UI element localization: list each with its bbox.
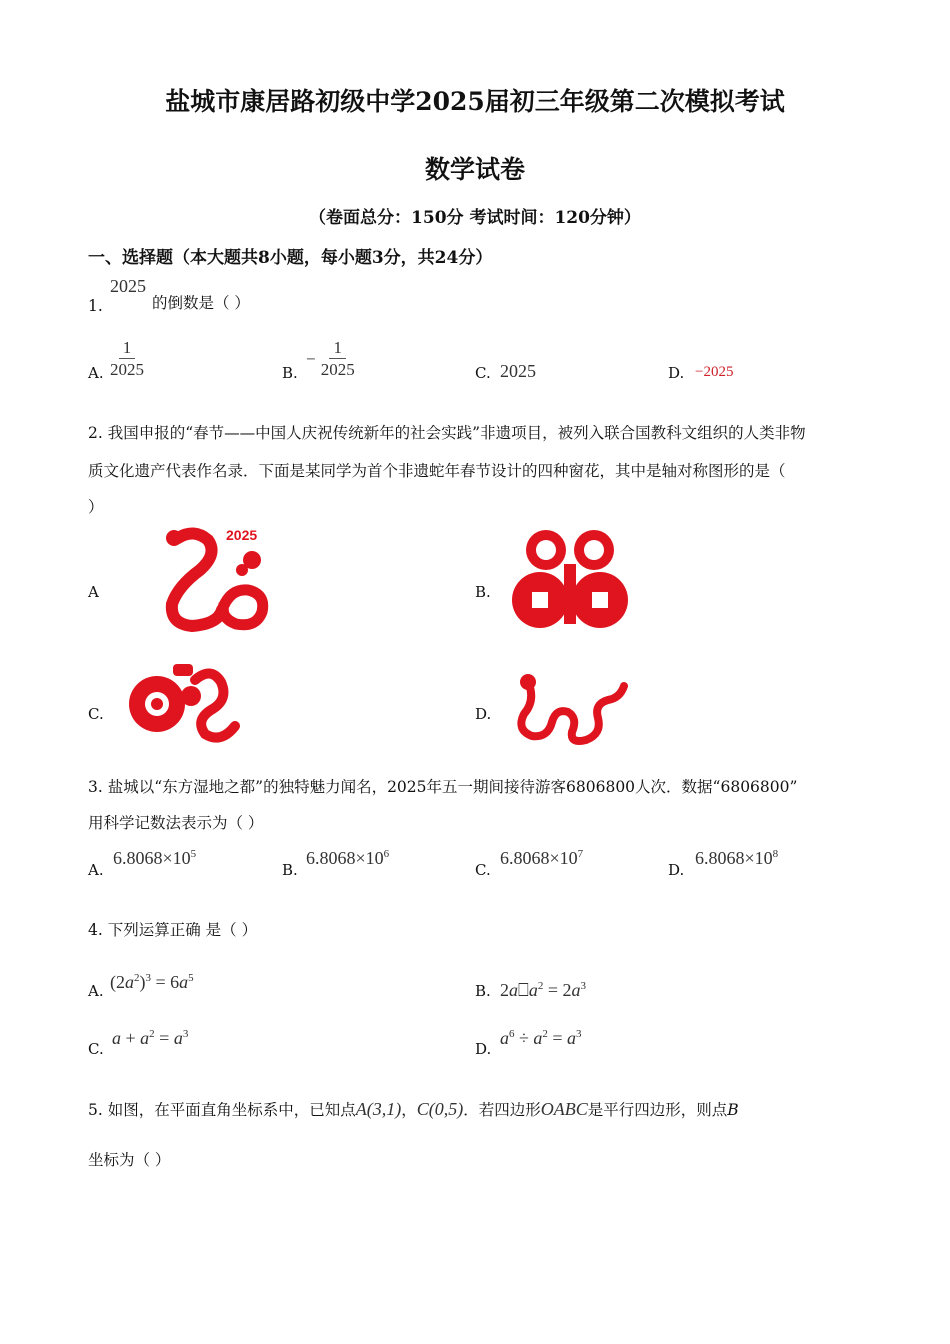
q5-line1 — [88, 1094, 739, 1125]
q1-opt-b-fraction — [306, 338, 355, 381]
q4-opt-d-expr: $a^6 \div a^2 = a^3$ — [500, 1028, 582, 1048]
q5-line2: 坐标为（ ） — [88, 1151, 171, 1169]
q5-line1-a: 5. 如图，在平面直角坐标系中，已知点 — [88, 1101, 356, 1119]
q4-opt-d-label: D. — [475, 1040, 492, 1058]
snake-paper-cut-c — [125, 660, 240, 745]
q3-opt-a-base: 6.8068×10 — [113, 848, 191, 868]
q5-line1-c: 是平行四边形，则点 — [587, 1101, 728, 1119]
q5-line1-b: ．若四边形 — [463, 1101, 541, 1119]
q5-point-c: C(0,5) — [416, 1099, 464, 1119]
snake-paper-cut-d — [512, 664, 632, 746]
q4-opt-c-label: C. — [88, 1040, 104, 1058]
q1-opt-a-label: A. — [88, 364, 104, 382]
q3-opt-a-exp: 5 — [190, 848, 197, 860]
q5-point-a: A(3,1) — [355, 1099, 402, 1119]
q2-opt-b-label: B. — [475, 583, 491, 601]
q3-opt-b — [306, 848, 389, 869]
q3-opt-a-label: A. — [88, 861, 104, 879]
q5-sep: ， — [401, 1101, 417, 1119]
q1-opt-b-sign: − — [306, 349, 316, 369]
q2-line1: 2. 我国申报的“春节——中国人庆祝传统新年的社会实践”非遗项目，被列入联合国教科文组织的人类非物 — [88, 424, 806, 442]
q3-opt-d-label: D. — [668, 861, 685, 879]
q3-opt-a — [113, 848, 196, 869]
snake-paper-cut-b — [510, 524, 630, 634]
q2-year-text: 2025 — [226, 527, 258, 543]
q3-opt-d-base: 6.8068×10 — [695, 848, 773, 868]
snake-paper-cut-a — [148, 524, 273, 634]
score-info: （卷面总分：150分 考试时间：120分钟） — [309, 208, 641, 228]
q4-opt-a-expr: $(2a^2)^3 = 6a^5$ — [110, 972, 194, 992]
q4-opt-a-label: A. — [88, 982, 104, 1000]
q1-opt-a-den: 2025 — [110, 360, 144, 379]
q1-opt-a-fraction — [110, 338, 144, 381]
section-heading: 一、选择题（本大题共8小题，每小题3分，共24分） — [88, 248, 493, 268]
q2-opt-a-label: A — [88, 583, 99, 601]
q3-opt-b-label: B. — [282, 861, 298, 879]
q5-point-b: B — [727, 1101, 739, 1119]
q1-opt-d-label: D. — [668, 364, 685, 382]
q1-opt-a-num: 1 — [119, 338, 136, 359]
q3-opt-c-exp: 7 — [577, 848, 584, 860]
q3-opt-c-base: 6.8068×10 — [500, 848, 578, 868]
q3-opt-b-base: 6.8068×10 — [306, 848, 384, 868]
q1-stem: 的倒数是（ ） — [152, 294, 250, 312]
q3-opt-b-exp: 6 — [383, 848, 390, 860]
q3-line2: 用科学记数法表示为（ ） — [88, 814, 264, 832]
q2-opt-c-label: C. — [88, 705, 104, 723]
subject-title: 数学试卷 — [424, 155, 525, 184]
q4-opt-b-expr: $2a⎕a^2 = 2a^3$ — [500, 980, 586, 1000]
q4-opt-b-label: B. — [475, 982, 491, 1000]
q3-line1: 3. 盐城以“东方湿地之都”的独特魅力闻名，2025年五一期间接待游客6806800人次．数据“6806800” — [88, 778, 798, 796]
q4-stem: 4. 下列运算正确 是（ ） — [88, 921, 258, 939]
q1-opt-c-label: C. — [475, 364, 491, 382]
q3-opt-d — [695, 848, 778, 869]
q3-opt-c-label: C. — [475, 861, 491, 879]
q1-opt-b-label: B. — [282, 364, 298, 382]
q2-opt-d-label: D. — [475, 705, 492, 723]
q4-opt-c-expr: $a + a^2 = a^3$ — [112, 1028, 189, 1048]
exam-title: 盐城市康居路初级中学2025届初三年级第二次模拟考试 — [165, 87, 785, 116]
q1-number-top: 2025 — [110, 276, 146, 296]
q1-opt-b-num: 1 — [329, 338, 346, 359]
q2-line3: ） — [88, 498, 104, 516]
q3-opt-c — [500, 848, 583, 869]
q3-opt-d-exp: 8 — [772, 848, 779, 860]
q2-line2: 质文化遗产代表作名录．下面是某同学为首个非遗蛇年春节设计的四种窗花，其中是轴对称图形的是（ — [88, 462, 786, 480]
q1-opt-c: 2025 — [500, 361, 536, 381]
q1-opt-d: −2025 — [695, 364, 734, 380]
q1-number: 1. — [88, 297, 103, 315]
q1-opt-b-den: 2025 — [320, 360, 355, 379]
q5-quad: OABC — [540, 1099, 588, 1119]
